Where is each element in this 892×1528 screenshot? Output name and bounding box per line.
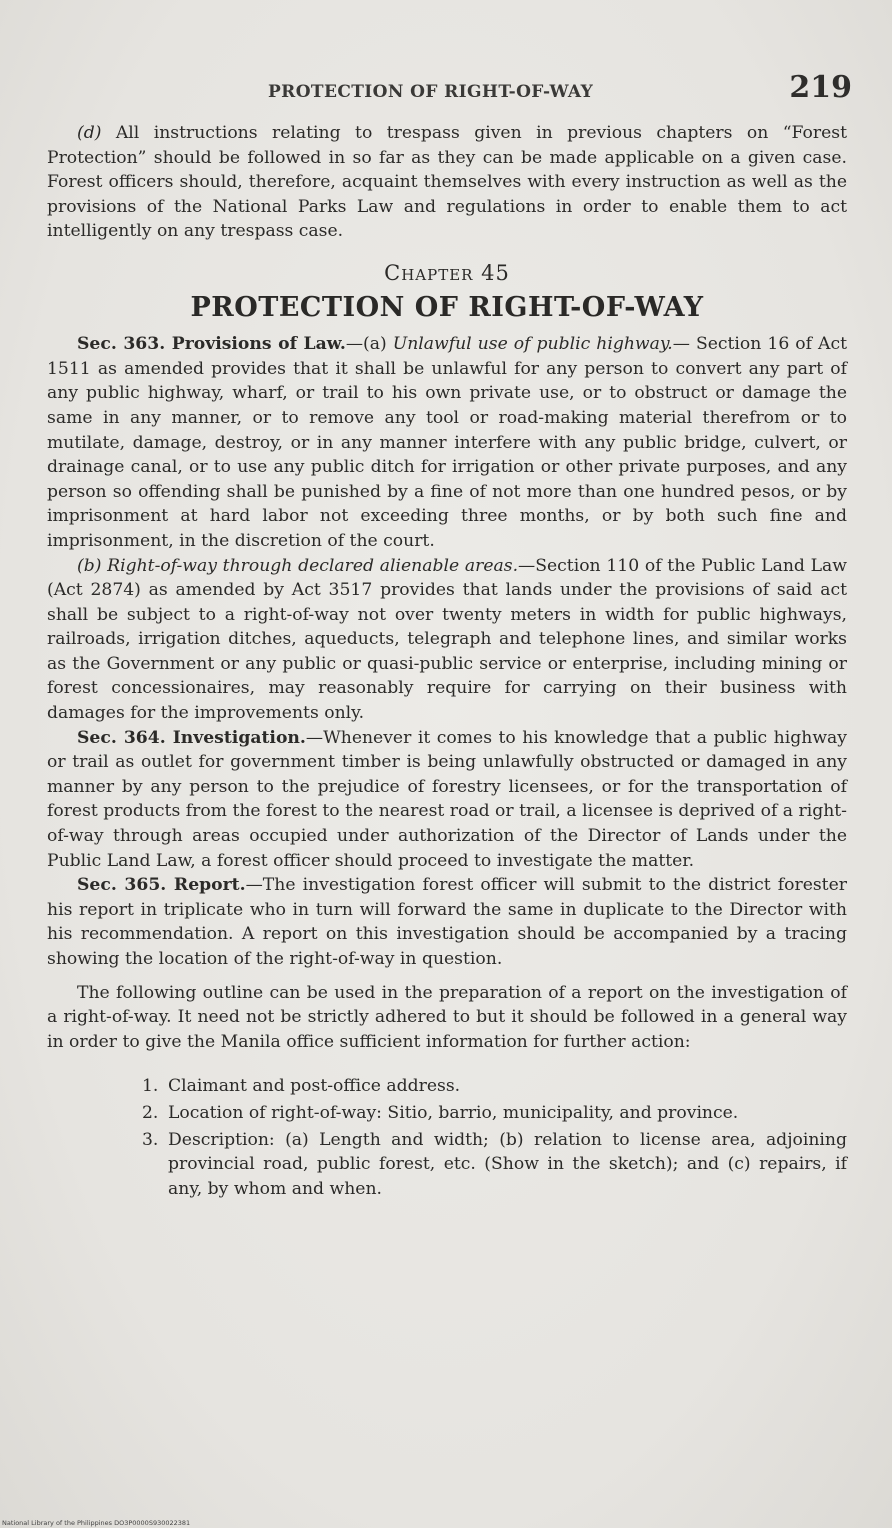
sec-365-heading: Sec. 365. Report. xyxy=(77,875,246,896)
list-item-number: 2. xyxy=(142,1102,159,1123)
paragraph-d-label: (d) xyxy=(77,123,102,143)
page-body xyxy=(47,121,847,1203)
list-item xyxy=(142,1101,847,1126)
page-number: 219 xyxy=(789,70,852,105)
sec-363-b-label: (b) xyxy=(77,555,102,576)
list-item xyxy=(142,1128,847,1202)
sec-363-heading: Sec. 363. Provisions of Law. xyxy=(77,334,346,355)
list-item-text: Description: (a) Length and width; (b) relation to license area, adjoining provincial road, public forest, etc. (Show in the sketch); and (c) repairs, if any, by whom and when. xyxy=(168,1129,847,1199)
sec-363-b-title: Right-of-way through declared alienable areas.— xyxy=(101,555,536,576)
sec-364-heading: Sec. 364. Investigation. xyxy=(77,727,306,748)
chapter-number: Chapter 45 xyxy=(384,260,510,285)
sec-365-text: —The investigation forest officer will submit to the district forester his report in triplicate who in turn will forward the same in duplicate to the Director with his recommendation. A report on this investigation should be accompanied by a tracing showing the location of the right-of-way in question. xyxy=(47,875,847,969)
list-item-number: 1. xyxy=(142,1076,159,1097)
sec-363-a-text: Section 16 of Act 1511 as amended provides that it shall be unlawful for any person to convert any part of any public highway, wharf, or trail to his own private use, or to obstruct or damage the same in any manner, or to remove any tool or road-making material therefrom or to mutilate, damage, destroy, or in any manner interfere with any public bridge, culvert, or drainage canal, or to use any public ditch for irrigation or other private purposes, and any person so offending shall be punished by a fine of not more than one hundred pesos, or by imprisonment at hard labor not exceeding three months, or by both such fine and imprisonment, in the discretion of the court. xyxy=(47,334,847,551)
running-title: PROTECTION OF RIGHT-OF-WAY xyxy=(268,82,594,102)
sec-363-paragraph-a xyxy=(47,332,847,553)
chapter-title: PROTECTION OF RIGHT-OF-WAY xyxy=(190,291,704,323)
list-item xyxy=(142,1074,847,1099)
paragraph-d-text: All instructions relating to trespass given in previous chapters on “Forest Protection” should be followed in so far as they can be made applicable on a given case. Forest officers should, therefore, acquaint themselves with every instruction as well as the provisions of the National Parks Law and regulations in order to enable them to act intelligently on any trespass case. xyxy=(47,123,847,242)
sec-365-paragraph xyxy=(47,873,847,971)
sec-364-text: —Whenever it comes to his knowledge that a public highway or trail as outlet for government timber is being unlawfully obstructed or damaged in any manner by any person to the prejudice of forestry licensees, or for the transportation of forest products from the forest to the nearest road or trail, a licensee is deprived of a right-of-way through areas occupied under authorization of the Director of Lands under the Public Land Law, a forest officer should proceed to investigate the matter. xyxy=(47,727,847,871)
sec-364-paragraph xyxy=(47,726,847,874)
library-footer: National Library of the Philippines DO3P0000S930022381 xyxy=(2,1519,191,1527)
outline-intro: The following outline can be used in the preparation of a report on the investigation of a right-of-way. It need not be strictly adhered to but it should be followed in a general way in order to give the Manila office sufficient information for further action: xyxy=(47,982,847,1052)
list-item-number: 3. xyxy=(142,1129,159,1150)
sec-363-b-text: Section 110 of the Public Land Law (Act 2874) as amended by Act 3517 provides that lands under the provisions of said act shall be subject to a right-of-way not over twenty meters in width for public highways, railroads, irrigation ditches, aqueducts, telegraph and telephone lines, and similar works as the Government or any public or quasi-public service or enterprise, including mining or forest concessionaires, may reasonably require for carrying on their business with damages for the improvements only. xyxy=(47,555,847,724)
paragraph-d xyxy=(47,121,847,244)
sec-363-a-label: —(a) xyxy=(345,334,387,355)
running-header xyxy=(260,70,860,105)
sec-363-a-title: Unlawful use of public highway.— xyxy=(386,334,690,355)
list-item-text: Claimant and post-office address. xyxy=(168,1076,461,1097)
outline-list xyxy=(47,1074,847,1201)
list-item-text: Location of right-of-way: Sitio, barrio, municipality, and province. xyxy=(168,1102,739,1123)
sec-363-paragraph-b xyxy=(47,554,847,726)
